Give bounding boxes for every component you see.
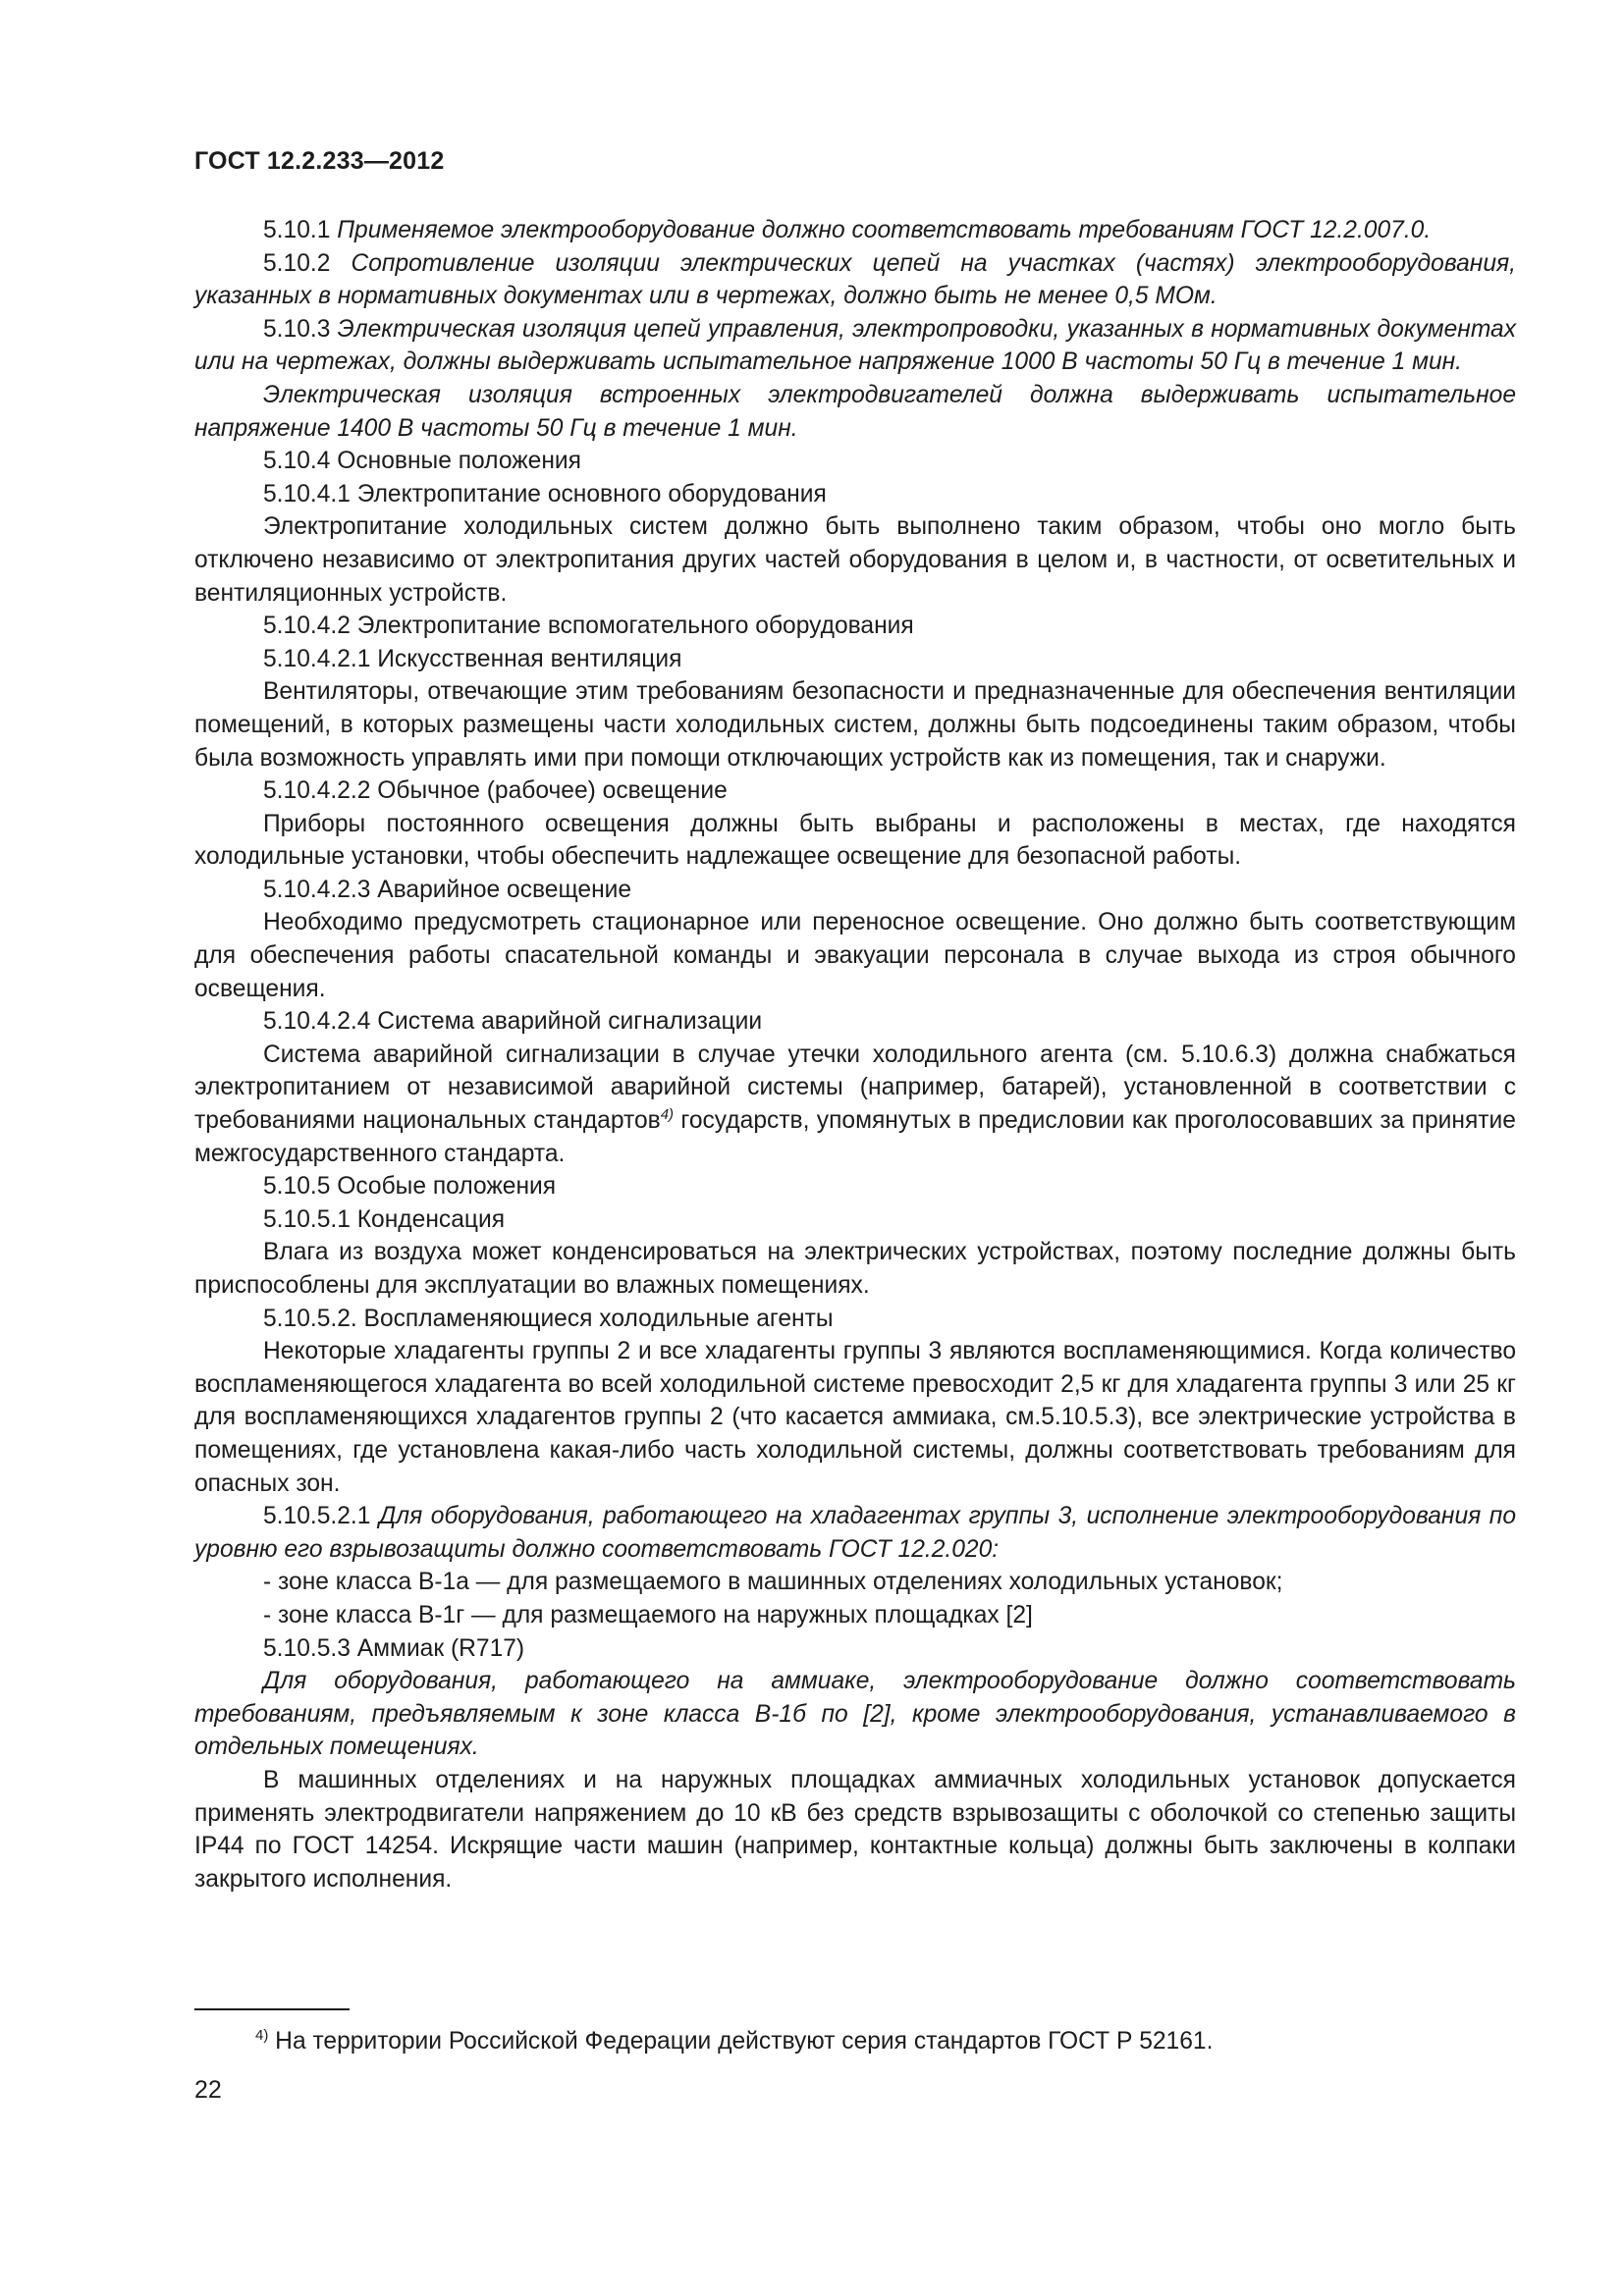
paragraph-ammonia-machine-rooms: В машинных отделениях и на наружных площадках аммиачных холодильных установок допускается применять электродвигатели напряжением до 10 кВ без средств взрывозащиты с оболочкой со степенью защиты IP44 по ГОСТ 14254. Искрящие части машин (например, контактные кольца) должны быть заключены в колпаки закрытого исполнения.: [194, 1766, 1516, 1893]
paragraph-flammable-refrigerants: Некоторые хладагенты группы 2 и все хладагенты группы 3 являются воспламеняющимися. Когда количество воспламеняющегося хладагента во всей холодильной системе превосходит 2,5 кг для хладагента группы 3 или 25 кг для воспламеняющихся хладагентов группы 2 (что касается аммиака, см.5.10.5.3), все электрические устройства в помещениях, где установлена какая-либо часть холодильной системы, должны соответствовать требованиям для опасных зон.: [194, 1338, 1516, 1497]
footnote-mark: 4): [255, 2026, 269, 2044]
paragraph-emergency-lighting: Необходимо предусмотреть стационарное или переносное освещение. Оно должно быть соответствующим для обеспечения работы спасательной команды и эвакуации персонала в случае выхода из строя обычного освещения.: [194, 909, 1516, 1002]
footnote-separator: [194, 2008, 350, 2010]
paragraph-ammonia-equipment: Для оборудования, работающего на аммиаке, электрооборудование должно соответствовать требованиям, предъявляемым к зоне класса В-1б по [2], кроме электрооборудования, устанавливаемого в отдельных помещениях.: [194, 1668, 1516, 1761]
paragraph-5-10-2: 5.10.2 Сопротивление изоляции электрических цепей на участках (частях) электрооборудования, указанных в нормативных документах или в чертежах, должно быть не менее 0,5 МОм.: [194, 249, 1516, 310]
paragraph-5-10-5-2-1: 5.10.5.2.1 Для оборудования, работающего на хладагентах группы 3, исполнение электрооборудования по уровню его взрывозащиты должно соответствовать ГОСТ 12.2.020:: [194, 1503, 1517, 1563]
paragraph-insulation-motors: Электрическая изоляция встроенных электродвигателей должна выдерживать испытательное напряжение 1400 В частоты 50 Гц в течение 1 мин.: [194, 381, 1516, 442]
paragraph-5-10-1: 5.10.1 Применяемое электрооборудование должно соответствовать требованиям ГОСТ 12.2.007.0.: [263, 217, 1432, 243]
section-heading-5-10-5-1: 5.10.5.1 Конденсация: [263, 1205, 506, 1233]
list-item: - зоне класса В-1а — для размещаемого в машинных отделениях холодильных установок;: [263, 1569, 1283, 1596]
page-number: 22: [194, 2076, 222, 2104]
section-heading-5-10-5: 5.10.5 Особые положения: [263, 1173, 557, 1201]
section-heading-5-10-5-3: 5.10.5.3 Аммиак (R717): [263, 1634, 525, 1662]
section-heading-5-10-4: 5.10.4 Основные положения: [263, 448, 581, 475]
paragraph-condensation: Влага из воздуха может конденсироваться на электрических устройствах, поэтому последние должны быть приспособлены для эксплуатации во влажных помещениях.: [194, 1239, 1516, 1299]
section-heading-5-10-4-1: 5.10.4.1 Электропитание основного оборудования: [263, 480, 827, 507]
section-heading-5-10-4-2-1: 5.10.4.2.1 Искусственная вентиляция: [263, 645, 682, 672]
footnote-text: На территории Российской Федерации действуют серия стандартов ГОСТ Р 52161.: [268, 2028, 1214, 2055]
section-heading-5-10-4-2-2: 5.10.4.2.2 Обычное (рабочее) освещение: [263, 777, 728, 805]
footnote-reference: 4): [660, 1105, 675, 1123]
paragraph-5-10-3: 5.10.3 Электрическая изоляция цепей управления, электропроводки, указанных в нормативных документах или на чертежах, должны выдерживать испытательное напряжение 1000 В частоты 50 Гц в течение 1 мин.: [194, 315, 1516, 376]
paragraph-normal-lighting: Приборы постоянного освещения должны быть выбраны и расположены в местах, где находятся холодильные установки, чтобы обеспечить надлежащее освещение для безопасной работы.: [194, 810, 1516, 871]
section-heading-5-10-4-2-3: 5.10.4.2.3 Аварийное освещение: [263, 876, 632, 903]
section-heading-5-10-5-2: 5.10.5.2. Воспламеняющиеся холодильные агенты: [263, 1305, 834, 1332]
paragraph-alarm-system: Система аварийной сигнализации в случае утечки холодильного агента (см. 5.10.6.3) должна снабжаться электропитанием от независимой аварийной системы (например, батарей), установленной в соответствии с требованиями национальных стандартов$^{4)}$ государств, упомянутых в предисловии как проголосовавших за принятие межгосударственного стандарта.: [194, 1041, 1516, 1167]
section-heading-5-10-4-2-4: 5.10.4.2.4 Система аварийной сигнализации: [263, 1008, 763, 1036]
paragraph-ventilation: Вентиляторы, отвечающие этим требованиям безопасности и предназначенные для обеспечения вентиляции помещений, в которых размещены части холодильных систем, должны быть подсоединены таким образом, чтобы была возможность управлять ими при помощи отключающих устройств как из помещения, так и снаружи.: [194, 678, 1516, 772]
paragraph-main-power: Электропитание холодильных систем должно быть выполнено таким образом, чтобы оно могло быть отключено независимо от электропитания других частей оборудования в целом и, в частности, от осветительных и вентиляционных устройств.: [194, 513, 1516, 607]
section-heading-5-10-4-2: 5.10.4.2 Электропитание вспомогательного оборудования: [263, 613, 914, 640]
list-item: - зоне класса В-1г — для размещаемого на наружных площадках [2]: [263, 1601, 1033, 1629]
footnote: [255, 2025, 1213, 2057]
document-body: [194, 214, 1516, 1896]
document-header: ГОСТ 12.2.233—2012: [194, 147, 445, 175]
